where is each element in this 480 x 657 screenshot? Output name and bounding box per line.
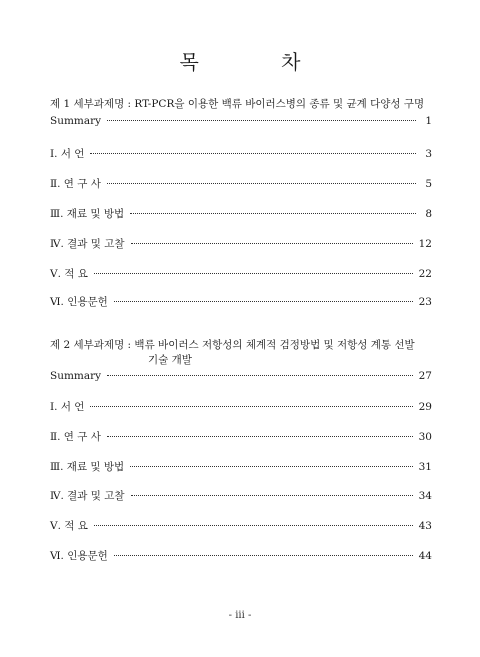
toc-leader-dots <box>94 525 413 526</box>
toc-entry-page: 30 <box>418 431 432 443</box>
toc-entry-page: 8 <box>425 208 432 220</box>
toc-entry-label: Ⅴ. 적 요 <box>50 268 88 280</box>
toc-entry-page: 44 <box>418 550 432 562</box>
toc-entry-references-2[interactable] <box>50 548 432 562</box>
toc-entry-results-2[interactable] <box>50 488 432 502</box>
toc-entry-history-2[interactable] <box>50 429 432 443</box>
toc-entry-page: 31 <box>418 461 432 473</box>
toc-entry-label: Summary <box>50 115 102 127</box>
toc-leader-dots <box>107 183 416 184</box>
toc-leader-dots <box>90 153 416 154</box>
toc-entry-methods-1[interactable] <box>50 206 432 220</box>
toc-leader-dots <box>107 120 416 121</box>
toc-entry-intro-2[interactable] <box>50 399 432 413</box>
toc-entry-summary-2[interactable] <box>50 370 432 384</box>
toc-entry-label: Ⅱ. 연 구 사 <box>50 178 101 190</box>
toc-entry-label: Ⅵ. 인용문헌 <box>50 296 108 308</box>
toc-entry-intro-1[interactable] <box>50 146 432 160</box>
toc-leader-dots <box>131 495 413 496</box>
toc-leader-dots <box>130 466 412 467</box>
toc-leader-dots <box>107 375 413 376</box>
toc-leader-dots <box>131 243 413 244</box>
page-number-footer: - iii - <box>228 610 252 621</box>
toc-entry-page: 22 <box>418 268 432 280</box>
toc-entry-page: 29 <box>418 401 432 413</box>
toc-entry-page: 23 <box>418 296 432 308</box>
section-2-heading-text: 제 2 세부과제명 : 백류 바이러스 저항성의 체계적 검정방법 및 저항성 계통 선발 <box>50 339 415 351</box>
toc-leader-dots <box>114 555 413 556</box>
toc-entry-page: 3 <box>425 148 432 160</box>
toc-entry-page: 5 <box>425 178 432 190</box>
toc-entry-results-1[interactable] <box>50 236 432 250</box>
toc-entry-label: Ⅰ. 서 언 <box>50 148 85 160</box>
toc-leader-dots <box>90 406 412 407</box>
toc-entry-references-1[interactable] <box>50 294 432 308</box>
toc-entry-label: Ⅲ. 재료 및 방법 <box>50 461 125 473</box>
toc-entry-label: Ⅳ. 결과 및 고찰 <box>50 238 125 250</box>
toc-entry-label: Ⅰ. 서 언 <box>50 401 85 413</box>
toc-entry-methods-2[interactable] <box>50 459 432 473</box>
toc-entry-history-1[interactable] <box>50 176 432 190</box>
section-1-heading-text: 제 1 세부과제명 : RT-PCR을 이용한 백류 바이러스병의 종류 및 균계 다양성 구명 <box>50 98 425 110</box>
toc-entry-page: 27 <box>418 370 432 382</box>
toc-entry-page: 12 <box>418 238 432 250</box>
toc-entry-abstract-1[interactable] <box>50 266 432 280</box>
toc-entry-label: Ⅱ. 연 구 사 <box>50 431 101 443</box>
toc-entry-label: Ⅵ. 인용문헌 <box>50 550 108 562</box>
toc-entry-label: Ⅲ. 재료 및 방법 <box>50 208 125 220</box>
section-2-heading <box>50 338 440 368</box>
toc-entry-page: 43 <box>418 520 432 532</box>
toc-entry-label: Ⅴ. 적 요 <box>50 520 88 532</box>
toc-entry-label: Summary <box>50 370 102 382</box>
toc-entry-page: 1 <box>425 115 432 127</box>
section-2-heading-cont: 기술 개발 <box>148 354 192 366</box>
toc-leader-dots <box>130 213 416 214</box>
toc-leader-dots <box>94 273 413 274</box>
toc-leader-dots <box>114 301 413 302</box>
toc-leader-dots <box>107 436 413 437</box>
toc-entry-abstract-2[interactable] <box>50 518 432 532</box>
toc-entry-summary-1[interactable] <box>50 115 432 129</box>
page-title: 목 차 <box>179 50 339 74</box>
section-1-heading <box>50 97 440 112</box>
toc-entry-label: Ⅳ. 결과 및 고찰 <box>50 490 125 502</box>
toc-entry-page: 34 <box>418 490 432 502</box>
